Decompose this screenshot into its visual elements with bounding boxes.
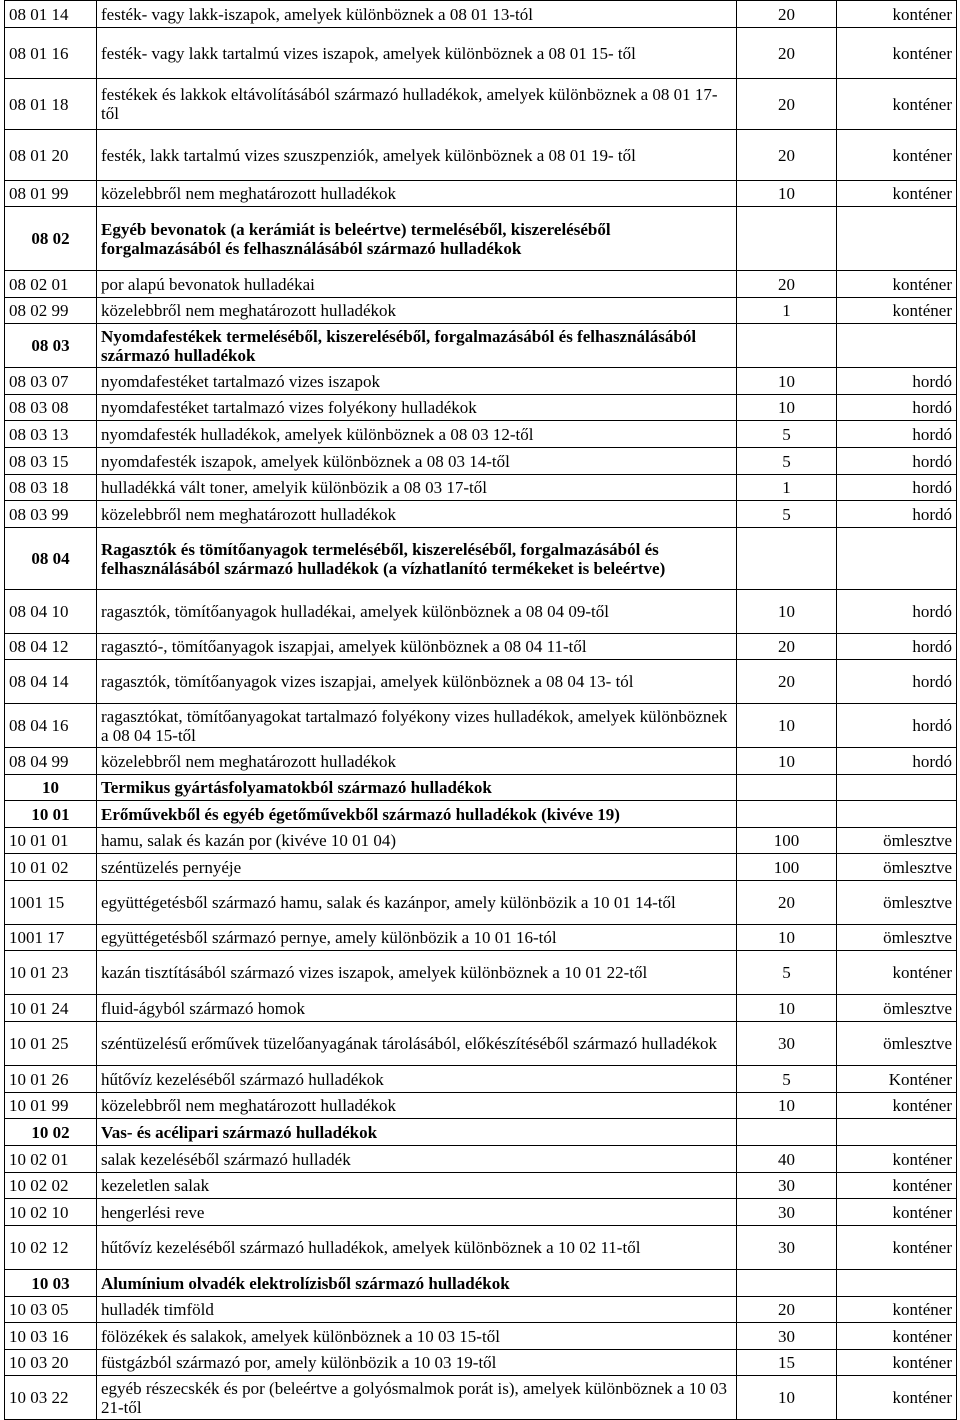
waste-description-cell: Alumínium olvadék elektrolízisből származó hulladékok xyxy=(97,1270,737,1297)
quantity-cell: 20 xyxy=(737,130,837,181)
waste-code-cell: 08 03 15 xyxy=(5,448,97,475)
waste-code-cell: 10 02 12 xyxy=(5,1226,97,1270)
quantity-cell: 20 xyxy=(737,660,837,704)
quantity-cell: 100 xyxy=(737,828,837,854)
quantity-cell: 30 xyxy=(737,1226,837,1270)
quantity-cell: 5 xyxy=(737,501,837,528)
quantity-cell: 15 xyxy=(737,1350,837,1376)
table-row xyxy=(5,79,957,130)
waste-code-cell: 08 01 16 xyxy=(5,28,97,79)
waste-code-cell: 10 02 01 xyxy=(5,1146,97,1173)
quantity-cell: 20 xyxy=(737,1297,837,1323)
container-unit-cell: konténer xyxy=(837,951,957,995)
table-row xyxy=(5,1297,957,1323)
waste-code-cell: 10 03 20 xyxy=(5,1350,97,1376)
container-unit-cell: konténer xyxy=(837,298,957,324)
quantity-cell xyxy=(737,1119,837,1146)
waste-description-cell: fölözékek és salakok, amelyek különböznek a 10 03 15-től xyxy=(97,1323,737,1350)
container-unit-cell: konténer xyxy=(837,1376,957,1420)
waste-code-cell: 08 01 18 xyxy=(5,79,97,130)
waste-description-cell: hűtővíz kezeléséből származó hulladékok xyxy=(97,1066,737,1093)
table-heading-row xyxy=(5,801,957,828)
table-row xyxy=(5,881,957,925)
table-row xyxy=(5,748,957,775)
waste-description-cell: ragasztókat, tömítőanyagokat tartalmazó folyékony vizes hulladékok, amelyek különböznek a 08 04 15-től xyxy=(97,704,737,748)
waste-code-cell: 08 03 18 xyxy=(5,475,97,501)
waste-code-cell: 1001 17 xyxy=(5,925,97,951)
table-row xyxy=(5,1323,957,1350)
waste-code-cell: 10 01 26 xyxy=(5,1066,97,1093)
container-unit-cell: ömlesztve xyxy=(837,1022,957,1066)
container-unit-cell: konténer xyxy=(837,1093,957,1119)
waste-description-cell: hamu, salak és kazán por (kivéve 10 01 04) xyxy=(97,828,737,854)
container-unit-cell: hordó xyxy=(837,475,957,501)
container-unit-cell: konténer xyxy=(837,1199,957,1226)
waste-description-cell: közelebbről nem meghatározott hulladékok xyxy=(97,748,737,775)
container-unit-cell: hordó xyxy=(837,395,957,421)
table-heading-row xyxy=(5,775,957,801)
container-unit-cell: hordó xyxy=(837,368,957,395)
waste-description-cell: közelebbről nem meghatározott hulladékok xyxy=(97,501,737,528)
waste-description-cell: hulladékká vált toner, amelyik különbözik a 08 03 17-től xyxy=(97,475,737,501)
waste-description-cell: egyéb részecskék és por (beleértve a golyósmalmok porát is), amelyek különböznek a 10 03 21-től xyxy=(97,1376,737,1420)
table-row xyxy=(5,130,957,181)
container-unit-cell: konténer xyxy=(837,1350,957,1376)
container-unit-cell xyxy=(837,528,957,590)
container-unit-cell: hordó xyxy=(837,634,957,660)
quantity-cell: 10 xyxy=(737,925,837,951)
waste-code-cell: 10 03 16 xyxy=(5,1323,97,1350)
waste-code-cell: 08 03 13 xyxy=(5,421,97,448)
table-row xyxy=(5,1376,957,1420)
quantity-cell xyxy=(737,207,837,271)
container-unit-cell: hordó xyxy=(837,590,957,634)
container-unit-cell: konténer xyxy=(837,181,957,207)
waste-code-cell: 08 03 99 xyxy=(5,501,97,528)
quantity-cell: 10 xyxy=(737,1093,837,1119)
quantity-cell xyxy=(737,528,837,590)
waste-description-cell: közelebbről nem meghatározott hulladékok xyxy=(97,181,737,207)
table-heading-row xyxy=(5,528,957,590)
waste-table-body xyxy=(5,1,957,1420)
waste-code-cell: 10 03 22 xyxy=(5,1376,97,1420)
container-unit-cell: ömlesztve xyxy=(837,995,957,1022)
table-row xyxy=(5,421,957,448)
waste-description-cell: Ragasztók és tömítőanyagok termeléséből, kiszereléséből, forgalmazásából és felhasználásából származó hulladékok (a vízhatlanító termékeket is beleértve) xyxy=(97,528,737,590)
waste-code-cell: 08 03 07 xyxy=(5,368,97,395)
table-heading-row xyxy=(5,1119,957,1146)
container-unit-cell: ömlesztve xyxy=(837,854,957,881)
waste-description-cell: festék- vagy lakk tartalmú vizes iszapok, amelyek különböznek a 08 01 15- től xyxy=(97,28,737,79)
quantity-cell: 10 xyxy=(737,590,837,634)
table-row xyxy=(5,951,957,995)
waste-code-cell: 10 01 99 xyxy=(5,1093,97,1119)
quantity-cell: 20 xyxy=(737,634,837,660)
quantity-cell: 5 xyxy=(737,421,837,448)
container-unit-cell: konténer xyxy=(837,1,957,28)
waste-code-cell: 1001 15 xyxy=(5,881,97,925)
waste-code-cell: 10 01 xyxy=(5,801,97,828)
waste-description-cell: széntüzelés pernyéje xyxy=(97,854,737,881)
table-row xyxy=(5,298,957,324)
waste-description-cell: kazán tisztításából származó vizes iszapok, amelyek különböznek a 10 01 22-től xyxy=(97,951,737,995)
waste-code-cell: 08 04 99 xyxy=(5,748,97,775)
container-unit-cell xyxy=(837,1119,957,1146)
waste-description-cell: füstgázból származó por, amely különbözik a 10 03 19-től xyxy=(97,1350,737,1376)
table-row xyxy=(5,368,957,395)
quantity-cell: 5 xyxy=(737,951,837,995)
table-row xyxy=(5,1066,957,1093)
waste-code-cell: 08 04 16 xyxy=(5,704,97,748)
waste-description-cell: ragasztók, tömítőanyagok vizes iszapjai, amelyek különböznek a 08 04 13- tól xyxy=(97,660,737,704)
waste-code-table xyxy=(4,0,957,1420)
table-row xyxy=(5,660,957,704)
table-row xyxy=(5,995,957,1022)
waste-description-cell: por alapú bevonatok hulladékai xyxy=(97,271,737,298)
waste-description-cell: Erőművekből és egyéb égetőművekből származó hulladékok (kivéve 19) xyxy=(97,801,737,828)
quantity-cell xyxy=(737,324,837,368)
container-unit-cell: hordó xyxy=(837,660,957,704)
quantity-cell xyxy=(737,775,837,801)
waste-code-cell: 08 01 99 xyxy=(5,181,97,207)
table-row xyxy=(5,1350,957,1376)
quantity-cell: 20 xyxy=(737,28,837,79)
quantity-cell: 10 xyxy=(737,368,837,395)
table-row xyxy=(5,1199,957,1226)
table-heading-row xyxy=(5,1270,957,1297)
quantity-cell: 10 xyxy=(737,704,837,748)
quantity-cell: 30 xyxy=(737,1173,837,1199)
quantity-cell: 5 xyxy=(737,448,837,475)
quantity-cell: 20 xyxy=(737,271,837,298)
table-row xyxy=(5,854,957,881)
waste-code-cell: 10 02 10 xyxy=(5,1199,97,1226)
container-unit-cell: hordó xyxy=(837,501,957,528)
quantity-cell: 1 xyxy=(737,298,837,324)
container-unit-cell: konténer xyxy=(837,271,957,298)
waste-description-cell: Vas- és acélipari származó hulladékok xyxy=(97,1119,737,1146)
waste-description-cell: hulladék timföld xyxy=(97,1297,737,1323)
waste-description-cell: festék, lakk tartalmú vizes szuszpenziók, amelyek különböznek a 08 01 19- től xyxy=(97,130,737,181)
waste-code-cell: 08 01 20 xyxy=(5,130,97,181)
table-heading-row xyxy=(5,207,957,271)
container-unit-cell: ömlesztve xyxy=(837,925,957,951)
table-row xyxy=(5,925,957,951)
container-unit-cell: hordó xyxy=(837,448,957,475)
waste-description-cell: széntüzelésű erőművek tüzelőanyagának tárolásából, előkészítéséből származó hulladékok xyxy=(97,1022,737,1066)
table-row xyxy=(5,1022,957,1066)
quantity-cell: 100 xyxy=(737,854,837,881)
waste-code-cell: 08 03 xyxy=(5,324,97,368)
waste-description-cell: ragasztó-, tömítőanyagok iszapjai, amelyek különböznek a 08 04 11-től xyxy=(97,634,737,660)
table-row xyxy=(5,1173,957,1199)
waste-description-cell: hűtővíz kezeléséből származó hulladékok, amelyek különböznek a 10 02 11-től xyxy=(97,1226,737,1270)
table-row xyxy=(5,271,957,298)
table-row xyxy=(5,1226,957,1270)
waste-description-cell: nyomdafesték iszapok, amelyek különböznek a 08 03 14-től xyxy=(97,448,737,475)
waste-description-cell: Egyéb bevonatok (a kerámiát is beleértve) termeléséből, kiszereléséből forgalmazásából és felhasználásából származó hulladékok xyxy=(97,207,737,271)
waste-description-cell: ragasztók, tömítőanyagok hulladékai, amelyek különböznek a 08 04 09-től xyxy=(97,590,737,634)
waste-code-cell: 10 01 23 xyxy=(5,951,97,995)
container-unit-cell: Konténer xyxy=(837,1066,957,1093)
table-row xyxy=(5,28,957,79)
table-row xyxy=(5,501,957,528)
container-unit-cell xyxy=(837,801,957,828)
table-row xyxy=(5,181,957,207)
quantity-cell: 1 xyxy=(737,475,837,501)
table-row xyxy=(5,590,957,634)
quantity-cell: 30 xyxy=(737,1323,837,1350)
table-row xyxy=(5,475,957,501)
waste-code-cell: 08 04 10 xyxy=(5,590,97,634)
waste-code-cell: 10 02 xyxy=(5,1119,97,1146)
quantity-cell: 10 xyxy=(737,748,837,775)
waste-code-cell: 10 03 05 xyxy=(5,1297,97,1323)
waste-description-cell: nyomdafesték hulladékok, amelyek különböznek a 08 03 12-től xyxy=(97,421,737,448)
waste-description-cell: festékek és lakkok eltávolításából származó hulladékok, amelyek különböznek a 08 01 17-től xyxy=(97,79,737,130)
waste-description-cell: nyomdafestéket tartalmazó vizes iszapok xyxy=(97,368,737,395)
table-row xyxy=(5,1093,957,1119)
table-row xyxy=(5,1,957,28)
waste-code-cell: 10 xyxy=(5,775,97,801)
container-unit-cell xyxy=(837,207,957,271)
quantity-cell: 40 xyxy=(737,1146,837,1173)
quantity-cell: 5 xyxy=(737,1066,837,1093)
waste-code-cell: 08 02 01 xyxy=(5,271,97,298)
table-row xyxy=(5,634,957,660)
table-row xyxy=(5,448,957,475)
table-row xyxy=(5,704,957,748)
table-row xyxy=(5,1146,957,1173)
waste-code-cell: 10 01 25 xyxy=(5,1022,97,1066)
container-unit-cell: konténer xyxy=(837,28,957,79)
waste-description-cell: Termikus gyártásfolyamatokból származó hulladékok xyxy=(97,775,737,801)
container-unit-cell: konténer xyxy=(837,1297,957,1323)
quantity-cell: 20 xyxy=(737,79,837,130)
container-unit-cell: konténer xyxy=(837,130,957,181)
waste-description-cell: fluid-ágyból származó homok xyxy=(97,995,737,1022)
waste-description-cell: együttégetésből származó pernye, amely különbözik a 10 01 16-tól xyxy=(97,925,737,951)
container-unit-cell: hordó xyxy=(837,748,957,775)
container-unit-cell: ömlesztve xyxy=(837,881,957,925)
quantity-cell: 10 xyxy=(737,995,837,1022)
waste-description-cell: hengerlési reve xyxy=(97,1199,737,1226)
table-row xyxy=(5,828,957,854)
container-unit-cell xyxy=(837,775,957,801)
quantity-cell: 20 xyxy=(737,1,837,28)
waste-code-cell: 08 02 99 xyxy=(5,298,97,324)
container-unit-cell: konténer xyxy=(837,1146,957,1173)
quantity-cell: 30 xyxy=(737,1022,837,1066)
waste-code-cell: 08 01 14 xyxy=(5,1,97,28)
container-unit-cell: konténer xyxy=(837,1173,957,1199)
waste-description-cell: együttégetésből származó hamu, salak és kazánpor, amely különbözik a 10 01 14-től xyxy=(97,881,737,925)
waste-code-cell: 10 01 02 xyxy=(5,854,97,881)
waste-code-cell: 08 03 08 xyxy=(5,395,97,421)
quantity-cell xyxy=(737,1270,837,1297)
waste-description-cell: közelebbről nem meghatározott hulladékok xyxy=(97,298,737,324)
waste-description-cell: nyomdafestéket tartalmazó vizes folyékony hulladékok xyxy=(97,395,737,421)
quantity-cell: 10 xyxy=(737,395,837,421)
waste-code-cell: 08 04 xyxy=(5,528,97,590)
container-unit-cell: konténer xyxy=(837,1323,957,1350)
container-unit-cell xyxy=(837,1270,957,1297)
table-heading-row xyxy=(5,324,957,368)
waste-code-cell: 08 04 12 xyxy=(5,634,97,660)
container-unit-cell xyxy=(837,324,957,368)
waste-code-cell: 10 02 02 xyxy=(5,1173,97,1199)
quantity-cell: 10 xyxy=(737,181,837,207)
waste-description-cell: kezeletlen salak xyxy=(97,1173,737,1199)
container-unit-cell: ömlesztve xyxy=(837,828,957,854)
quantity-cell: 30 xyxy=(737,1199,837,1226)
table-row xyxy=(5,395,957,421)
container-unit-cell: hordó xyxy=(837,421,957,448)
waste-code-cell: 08 04 14 xyxy=(5,660,97,704)
quantity-cell xyxy=(737,801,837,828)
waste-description-cell: Nyomdafestékek termeléséből, kiszereléséből, forgalmazásából és felhasználásából származó hulladékok xyxy=(97,324,737,368)
quantity-cell: 20 xyxy=(737,881,837,925)
container-unit-cell: konténer xyxy=(837,79,957,130)
container-unit-cell: konténer xyxy=(837,1226,957,1270)
quantity-cell: 10 xyxy=(737,1376,837,1420)
waste-description-cell: közelebbről nem meghatározott hulladékok xyxy=(97,1093,737,1119)
waste-code-cell: 08 02 xyxy=(5,207,97,271)
container-unit-cell: hordó xyxy=(837,704,957,748)
waste-code-cell: 10 01 24 xyxy=(5,995,97,1022)
waste-code-cell: 10 03 xyxy=(5,1270,97,1297)
waste-description-cell: salak kezeléséből származó hulladék xyxy=(97,1146,737,1173)
waste-description-cell: festék- vagy lakk-iszapok, amelyek különböznek a 08 01 13-tól xyxy=(97,1,737,28)
waste-code-cell: 10 01 01 xyxy=(5,828,97,854)
